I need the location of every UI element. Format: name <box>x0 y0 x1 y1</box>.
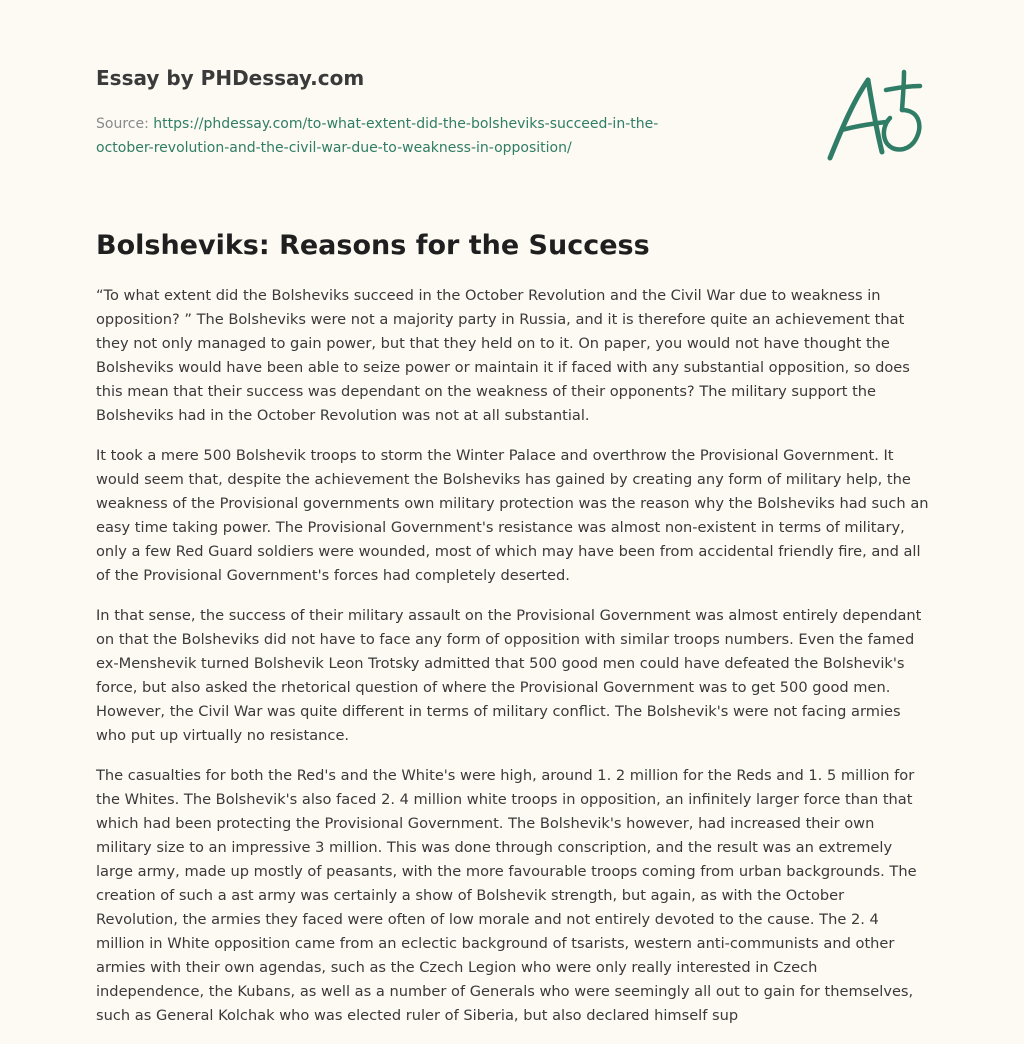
paragraph: “To what extent did the Bolsheviks succeed in the October Revolution and the Civil War due to weakness in opposition? ” The Bolsheviks were not a majority party in Russia, and it is therefore quite an achievement that they not only managed to gain power, but that they held on to it. On paper, you would not have thought the Bolsheviks would have been able to seize power or maintain it if faced with any substantial opposition, so does this mean that their success was dependant on the weakness of their opponents? The military support the Bolsheviks had in the October Revolution was not at all substantial. <box>96 287 910 424</box>
source-link[interactable] <box>96 116 658 156</box>
paragraph: In that sense, the success of their military assault on the Provisional Government was almost entirely dependant on that the Bolsheviks did not have to face any form of opposition with similar troops numbers. Even the famed ex-Menshevik turned Bolshevik Leon Trotsky admitted that 500 good men could have defeated the Bolshevik's force, but also asked the rhetorical question of where the Provisional Government was to get 500 good men. However, the Civil War was quite different in terms of military conflict. The Bolshevik's were not facing armies who put up virtually no resistance. <box>96 607 922 744</box>
page-header <box>96 64 796 160</box>
essay-body <box>96 284 930 1044</box>
site-title: Essay by PHDessay.com <box>96 66 365 90</box>
source-label: Source: <box>96 116 154 132</box>
source-url-line1: https://phdessay.com/to-what-extent-did-the-bolsheviks-succeed-in-the- <box>153 116 659 132</box>
paragraph: It took a mere 500 Bolshevik troops to storm the Winter Palace and overthrow the Provisional Government. It would seem that, despite the achievement the Bolsheviks has gained by creating any form of military help, the weakness of the Provisional governments own military protection was the reason why the Bolsheviks had such an easy time taking power. The Provisional Government's resistance was almost non-existent in terms of military, only a few Red Guard soldiers were wounded, most of which may have been from accidental friendly fire, and all of the Provisional Government's forces had completely deserted. <box>96 447 929 584</box>
paragraph: The casualties for both the Red's and the White's were high, around 1. 2 million for the Reds and 1. 5 million for the Whites. The Bolshevik's also faced 2. 4 million white troops in opposition, an infinitely larger force than that which had been protecting the Provisional Government. The Bolshevik's however, had increased their own military size to an impressive 3 million. This was done through conscription, and the result was an extremely large army, made up mostly of peasants, with the more favourable troops coming from urban backgrounds. The creation of such a ast army was certainly a show of Bolshevik strength, but again, as with the October Revolution, the armies they faced were often of low morale and not entirely devoted to the cause. The 2. 4 million in White opposition came from an eclectic background of tsarists, western anti-communists and other armies with their own agendas, such as the Czech Legion who were only really interested in Czech independence, the Kubans, as well as a number of Generals who were seemingly all out to gain for themselves, such as General Kolchak who was elected ruler of Siberia, but also declared himself sup <box>96 767 917 1024</box>
source-line <box>96 112 796 160</box>
a-plus-grade-icon <box>820 66 930 166</box>
source-url-line2: october-revolution-and-the-civil-war-due-to-weakness-in-opposition/ <box>96 140 572 156</box>
document-title: Bolsheviks: Reasons for the Success <box>96 230 650 261</box>
